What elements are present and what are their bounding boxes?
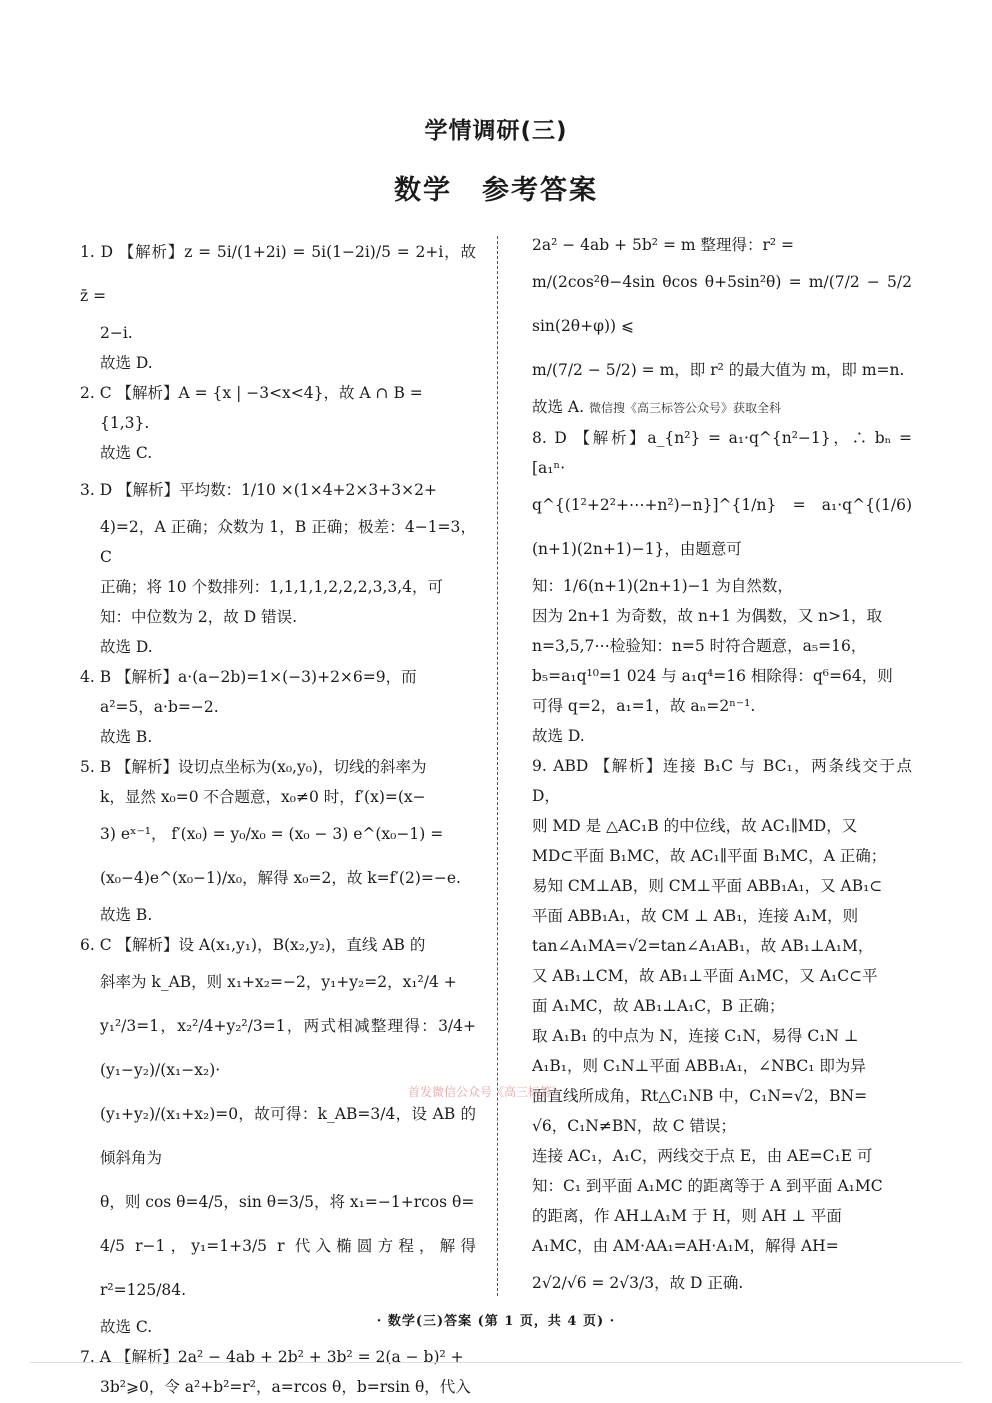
q8-line: 8. D 【解析】a_{n²} = a₁·q^{n²−1}，∴ bₙ = [a₁ⁿ· xyxy=(532,429,912,477)
subtitle-subject: 数学 xyxy=(394,175,452,206)
q7-conclusion-row xyxy=(532,392,912,423)
q7-line: 7. A 【解析】2a² − 4ab + 2b² + 3b² = 2(a − b)² + xyxy=(80,1348,464,1366)
q4-conclusion: 故选 B. xyxy=(100,728,153,746)
q4-line: a²=5，a·b=−2. xyxy=(100,698,219,716)
q2-conclusion: 故选 C. xyxy=(100,444,153,462)
answer-q5 xyxy=(80,752,476,930)
q9-line: 2√2/√6 = 2√3/3，故 D 正确. xyxy=(532,1274,744,1292)
q9-line: MD⊂平面 B₁MC，故 AC₁∥平面 B₁MC，A 正确； xyxy=(532,847,887,865)
q9-line: √6，C₁N≠BN，故 C 错误； xyxy=(532,1117,737,1135)
page-footer: · 数学(三)答案 (第 1 页，共 4 页) · xyxy=(376,1314,616,1329)
q1-line: 1. D 【解析】z = 5i/(1+2i) = 5i(1−2i)/5 = 2+i，故 z̄ = xyxy=(80,243,476,305)
q9-line: 则 MD 是 △AC₁B 的中位线，故 AC₁∥MD，又 xyxy=(532,817,858,835)
bottom-rule xyxy=(30,1362,962,1363)
subtitle-answers: 参考答案 xyxy=(482,175,598,206)
q7-line: m/(7/2 − 5/2) = m，即 r² 的最大值为 m，即 m=n. xyxy=(532,361,905,379)
q9-line: 面 A₁MC，故 AB₁⊥A₁C，B 正确； xyxy=(532,997,785,1015)
page-title: 学情调研(三) xyxy=(424,118,568,144)
answer-q7 xyxy=(80,1342,476,1402)
q8-line: 可得 q=2，a₁=1，故 aₙ=2ⁿ⁻¹. xyxy=(532,697,756,715)
q9-line: 又 AB₁⊥CM，故 AB₁⊥平面 A₁MC，又 A₁C⊂平 xyxy=(532,967,878,985)
q7-conclusion: 故选 A. xyxy=(532,398,585,416)
answer-q4 xyxy=(80,662,476,752)
q6-line: 斜率为 k_AB，则 x₁+x₂=−2，y₁+y₂=2，x₁²/4 + xyxy=(100,973,457,991)
answer-q9 xyxy=(532,751,912,1305)
q9-line: 平面 ABB₁A₁，故 CM ⊥ AB₁，连接 A₁M，则 xyxy=(532,907,859,925)
q9-line: 9. ABD 【解析】连接 B₁C 与 BC₁，两条线交于点 D， xyxy=(532,757,912,805)
answer-q1 xyxy=(80,230,476,378)
q5-line: (x₀−4)e^(x₀−1)/x₀，解得 x₀=2，故 k=f′(2)=−e. xyxy=(100,869,461,887)
q5-conclusion: 故选 B. xyxy=(100,906,153,924)
watermark-text: 首发微信公众号《高三标答》 xyxy=(408,1085,565,1099)
right-column xyxy=(532,230,912,1305)
q3-line: 正确；将 10 个数排列：1,1,1,1,2,2,2,3,3,4，可 xyxy=(100,578,444,596)
q9-line: A₁B₁，则 C₁N⊥平面 ABB₁A₁，∠NBC₁ 即为异 xyxy=(532,1057,866,1075)
q6-line: 6. C 【解析】设 A(x₁,y₁)，B(x₂,y₂)，直线 AB 的 xyxy=(80,936,426,954)
q6-line: θ，则 cos θ=4/5，sin θ=3/5，将 x₁=−1+rcos θ= xyxy=(100,1193,475,1211)
answer-q3 xyxy=(80,468,476,662)
q9-line: 面直线所成角，Rt△C₁NB 中，C₁N=√2，BN= xyxy=(532,1087,868,1105)
q9-line: tan∠A₁MA=√2=tan∠A₁AB₁，故 AB₁⊥A₁M， xyxy=(532,937,874,955)
q2-line: {1,3}. xyxy=(100,414,150,432)
q3-line: 3. D 【解析】平均数：1/10 ×(1×4+2×3+3×2+ xyxy=(80,481,437,499)
q9-line: 连接 AC₁，A₁C，两线交于点 E，由 AE=C₁E 可 xyxy=(532,1147,873,1165)
q9-line: 的距离，作 AH⊥A₁M 于 H，则 AH ⊥ 平面 xyxy=(532,1207,842,1225)
q1-conclusion: 故选 D. xyxy=(100,354,153,372)
q3-line: 4)=2，A 正确；众数为 1，B 正确；极差：4−1=3，C xyxy=(100,518,476,566)
q6-line: (y₁+y₂)/(x₁+x₂)=0，故可得：k_AB=3/4，设 AB 的倾斜角为 xyxy=(100,1105,476,1167)
q9-line: 取 A₁B₁ 的中点为 N，连接 C₁N，易得 C₁N ⊥ xyxy=(532,1027,859,1045)
answer-q6 xyxy=(80,930,476,1342)
q1-line: 2−i. xyxy=(100,324,133,342)
q7-line: m/(2cos²θ−4sin θcos θ+5sin²θ) = m/(7/2 − 5/2 sin(2θ+φ)) ⩽ xyxy=(532,273,912,335)
q8-line: 因为 2n+1 为奇数，故 n+1 为偶数，又 n>1，取 xyxy=(532,607,882,625)
q8-line: n=3,5,7⋯检验知：n=5 时符合题意，a₅=16， xyxy=(532,637,867,655)
promo-note: 微信搜《高三标答公众号》获取全科 xyxy=(589,401,782,415)
q7-line: 3b²⩾0，令 a²+b²=r²，a=rcos θ，b=rsin θ，代入 xyxy=(100,1378,471,1396)
answer-q7-continued xyxy=(532,230,912,423)
q4-line: 4. B 【解析】a·(a−2b)=1×(−3)+2×6=9，而 xyxy=(80,668,417,686)
left-column xyxy=(80,230,476,1402)
q7-line: 2a² − 4ab + 5b² = m 整理得：r² = xyxy=(532,236,795,254)
q6-line: 4/5 r−1，y₁=1+3/5 r 代入椭圆方程，解得 r²=125/84. xyxy=(100,1237,476,1299)
q5-line: k，显然 x₀=0 不合题意，x₀≠0 时，f′(x)=(x− xyxy=(100,788,426,806)
q2-line: 2. C 【解析】A = {x | −3<x<4}，故 A ∩ B = xyxy=(80,384,423,402)
q5-line: 3) eˣ⁻¹， f′(x₀) = y₀/x₀ = (x₀ − 3) e^(x₀−1) = xyxy=(100,825,444,843)
q6-line: y₁²/3=1，x₂²/4+y₂²/3=1，两式相减整理得：3/4+(y₁−y₂)/(x₁−x₂)· xyxy=(100,1017,476,1079)
q8-line: q^{(1²+2²+⋯+n²)−n}]^{1/n} = a₁·q^{(1/6)(n+1)(2n+1)−1}，由题意可 xyxy=(532,496,912,558)
page-subtitle xyxy=(0,168,992,207)
answer-q2 xyxy=(80,378,476,468)
column-divider xyxy=(497,236,498,1296)
q9-line: 易知 CM⊥AB，则 CM⊥平面 ABB₁A₁，又 AB₁⊂ xyxy=(532,877,883,895)
q8-conclusion: 故选 D. xyxy=(532,727,585,745)
answer-q8 xyxy=(532,423,912,751)
q8-line: 知：1/6(n+1)(2n+1)−1 为自然数， xyxy=(532,577,793,595)
q6-conclusion: 故选 C. xyxy=(100,1318,153,1336)
q3-line: 知：中位数为 2，故 D 错误. xyxy=(100,608,297,626)
q9-line: A₁MC，由 AM·AA₁=AH·A₁M，解得 AH= xyxy=(532,1237,839,1255)
q3-conclusion: 故选 D. xyxy=(100,638,153,656)
q8-line: b₅=a₁q¹⁰=1 024 与 a₁q⁴=16 相除得：q⁶=64，则 xyxy=(532,667,893,685)
q5-line: 5. B 【解析】设切点坐标为(x₀,y₀)，切线的斜率为 xyxy=(80,758,427,776)
q9-line: 知：C₁ 到平面 A₁MC 的距离等于 A 到平面 A₁MC xyxy=(532,1177,883,1195)
